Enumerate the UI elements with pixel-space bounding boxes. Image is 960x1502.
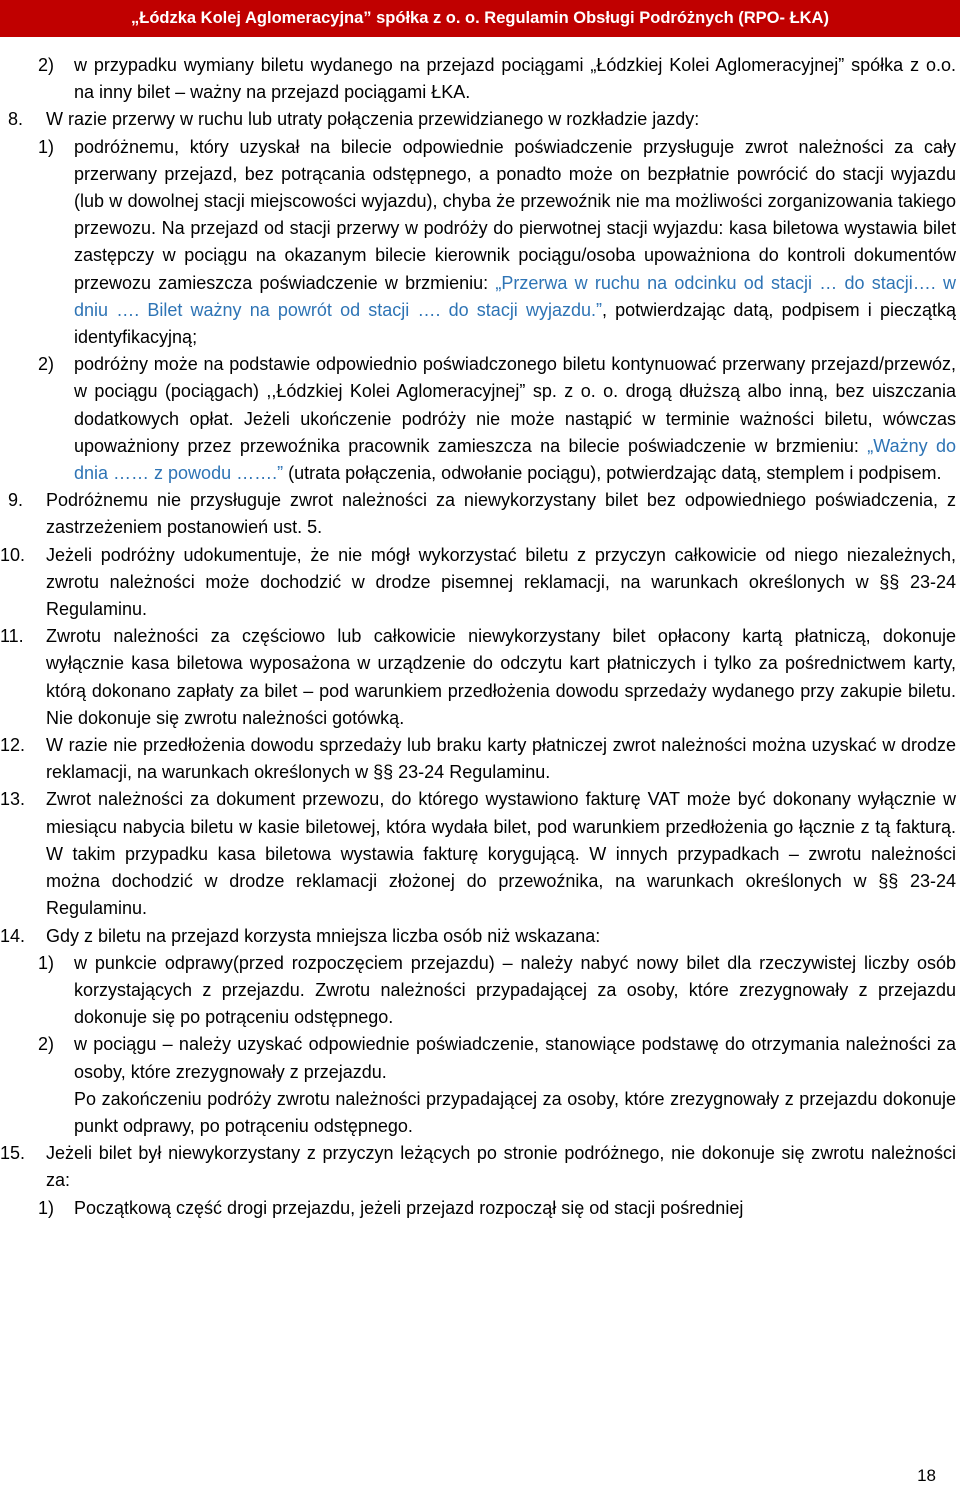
paragraph-12 [0,732,956,786]
item-text: W razie nie przedłożenia dowodu sprzedaży lub braku karty płatniczej zwrot należności można uzyskać w drodze reklamacji, na warunkach określonych w §§ 23-24 Regulaminu. [46,735,956,783]
item-number: 8. [8,109,24,130]
item-text: podróżny może na podstawie odpowiednio poświadczonego biletu kontynuować przerwany przejazd/przewóz, w pociągu (pociągach) ,,Łódzkiej Kolei Aglomeracyjnej” sp. z o. o. drogą dłuższą albo inną, bez uiszczania dodatkowych opłat. Jeżeli ukończenie podróży nie może nastąpić w terminie ważności biletu, wówczas upoważniony przez przewoźnika pracownik zamieszcza na bilecie poświadczenie w brzmieniu: [74,354,956,456]
item-number: 12. [0,735,26,756]
quoted-endorsement: „Ważny do dnia …… z powodu …….” [74,435,956,484]
item-number: 9. [8,490,24,511]
page-header: „Łódzka Kolej Aglomeracyjna” spółka z o. o. Regulamin Obsługi Podróżnych (RPO- ŁKA) [0,0,960,37]
item-text: Zwrot należności za dokument przewozu, do którego wystawiono fakturę VAT może być dokonany wyłącznie w miesiącu nabycia biletu w kasie biletowej, która wydała bilet, pod warunkiem przedłożenia go łącznie z tą fakturą. W takim przypadku kasa biletowa wystawia fakturę korygującą. W innych przypadkach – zwrotu należności można dochodzić w drodze reklamacji złożonej do przewoźnika, na warunkach określonych w §§ 23-24 Regulaminu. [46,789,956,919]
list-item [0,52,956,106]
item-text: Jeżeli bilet był niewykorzystany z przyczyn leżących po stronie podróżnego, nie dokonuje się zwrotu należności za: [46,1143,956,1191]
document-body [0,52,956,1222]
list-item [0,1031,956,1085]
list-item [0,950,956,1032]
item-number: 2) [38,354,55,375]
paragraph-10 [0,542,956,624]
item-number: 10. [0,544,26,565]
item-text: Podróżnemu nie przysługuje zwrot należności za niewykorzystany bilet bez odpowiedniego poświadczenia, z zastrzeżeniem postanowień ust. 5. [46,490,956,538]
item-number: 2) [38,55,55,75]
item-number: 15. [0,1143,26,1164]
item-number: 14. [0,925,26,946]
item-continuation: Po zakończeniu podróży zwrotu należności przypadającej za osoby, które zrezygnowały z przejazdu dokonuje punkt odprawy, po potrąceniu odstępnego. [74,1088,956,1136]
paragraph-8 [0,106,956,133]
item-text: W razie przerwy w ruchu lub utraty połączenia przewidzianego w rozkładzie jazdy: [46,109,700,130]
item-text: Zwrotu należności za częściowo lub całkowicie niewykorzystany bilet opłacony kartą płatniczą, dokonuje wyłącznie kasa biletowa wyposażona w urządzenie do odczytu kart płatniczych i tylko za pośrednictwem karty, którą dokonano zapłaty za bilet – pod warunkiem przedłożenia dowodu sprzedaży wydanego przy zakupie biletu. Nie dokonuje się zwrotu należności gotówką. [46,626,956,728]
paragraph-14 [0,923,956,950]
quoted-endorsement: „Przerwa w ruchu na odcinku od stacji … do stacji…. w dniu …. Bilet ważny na powrót od stacji …. do stacji wyjazdu.” [74,272,956,320]
item-number: 1) [38,952,55,973]
item-text: podróżnemu, który uzyskał na bilecie odpowiednie poświadczenie przysługuje zwrot należności za cały przerwany przejazd, bez potrącania odstępnego, a ponadto może on bezpłatnie powrócić do stacji wyjazdu (lub w dowolnej stacji miejscowości wyjazdu), chyba że przewoźnik nie ma możliwości zorganizowania takiego przewozu. Na przejazd od stacji przerwy w podróży do pierwotnej stacji wyjazdu: kasa biletowa wystawia bilet zastępczy w pociągu na okazanym bilecie kierownik pociągu/osoba upoważniona do kontroli dokumentów przewozu zamieszcza poświadczenie w brzmieniu: [74,136,956,293]
item-text: Jeżeli podróżny udokumentuje, że nie mógł wykorzystać biletu z przyczyn całkowicie od niego niezależnych, zwrotu należności może dochodzić w drodze pisemnej reklamacji, na warunkach określonych w §§ 23-24 Regulaminu. [46,544,956,620]
paragraph-15 [0,1140,956,1194]
item-text: Początkową część drogi przejazdu, jeżeli przejazd rozpoczął się od stacji pośredniej [74,1197,744,1218]
item-text: w pociągu – należy uzyskać odpowiednie poświadczenie, stanowiące podstawę do otrzymania należności za osoby, które zrezygnowały z przejazdu. [74,1034,956,1082]
paragraph-11 [0,623,956,732]
paragraph-9 [0,487,956,541]
item-number: 11. [0,626,24,647]
page-number: 18 [917,1466,936,1485]
item-number: 2) [38,1034,55,1055]
list-item [0,134,956,352]
list-item [0,1195,956,1222]
item-text: (utrata połączenia, odwołanie pociągu), potwierdzając datą, stemplem i podpisem. [283,463,942,484]
item-text: w punkcie odprawy(przed rozpoczęciem przejazdu) – należy nabyć nowy bilet dla rzeczywistej liczby osób korzystających z przejazdu. Zwrotu należności przypadającej za osoby, które zrezygnowały z przejazdu dokonuje się po potrąceniu odstępnego. [74,952,956,1028]
item-number: 1) [38,1197,55,1218]
item-number: 13. [0,789,26,810]
paragraph-13 [0,786,956,922]
item-text: w przypadku wymiany biletu wydanego na przejazd pociągami „Łódzkiej Kolei Aglomeracyjnej” spółka z o.o. na inny bilet – ważny na przejazd pociągami ŁKA. [74,55,956,103]
item-text: Gdy z biletu na przejazd korzysta mniejsza liczba osób niż wskazana: [46,925,601,946]
list-item [0,351,956,487]
item-number: 1) [38,136,55,157]
item-text: , potwierdzając datą, podpisem i pieczątką identyfikacyjną; [74,299,956,348]
